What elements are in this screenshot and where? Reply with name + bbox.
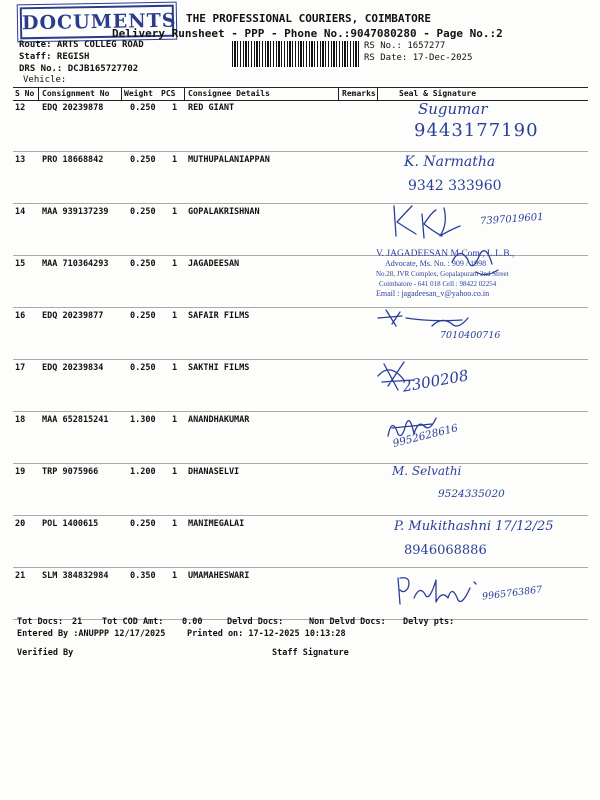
- signature-row-14: [388, 200, 468, 242]
- cell-weight: 0.250: [130, 311, 156, 321]
- cell-weight: 0.250: [130, 155, 156, 165]
- cell-consignment: TRP 9075966: [42, 467, 99, 477]
- cell-consignee: SAFAIR FILMS: [188, 311, 250, 321]
- cell-consignee: MUTHUPALANIAPPAN: [188, 155, 270, 165]
- phone-row-18: 9952628616: [391, 422, 460, 450]
- cell-consignee: UMAMAHESWARI: [188, 571, 250, 581]
- phone-row-19: 9524335020: [438, 488, 505, 500]
- delvy-pts-label: Delvy pts:: [403, 617, 455, 627]
- cell-consignment: EDQ 20239877: [42, 311, 104, 321]
- table-row: [13, 359, 588, 412]
- cell-pcs: 1: [172, 155, 178, 165]
- signature-row-21: [392, 570, 502, 610]
- route-label: Route: ARTS COLLEG ROAD: [19, 40, 144, 50]
- cell-weight: 0.250: [130, 519, 156, 529]
- tot-docs-label: Tot Docs:: [17, 617, 64, 627]
- seal-line: Coimbatore - 641 018 Cell : 98422 02254: [379, 280, 497, 288]
- cell-pcs: 1: [172, 259, 178, 269]
- cell-sno: 14: [15, 207, 26, 217]
- documents-stamp: DOCUMENTS: [20, 5, 175, 40]
- cell-consignee: SAKTHI FILMS: [188, 363, 250, 373]
- phone-row-17: 2300208: [400, 366, 470, 396]
- cell-sno: 12: [15, 103, 26, 113]
- cell-sno: 16: [15, 311, 26, 321]
- company-title: THE PROFESSIONAL COURIERS, COIMBATORE: [186, 12, 432, 25]
- col-consignment: Consignment No: [42, 89, 110, 98]
- cell-weight: 1.200: [130, 467, 156, 477]
- cell-pcs: 1: [172, 311, 178, 321]
- cell-consignment: EDQ 20239878: [42, 103, 104, 113]
- cell-weight: 0.250: [130, 363, 156, 373]
- cell-consignee: MANIMEGALAI: [188, 519, 245, 529]
- barcode: [232, 41, 360, 67]
- cell-weight: 1.300: [130, 415, 156, 425]
- entered-by: Entered By :ANUPPP 12/17/2025: [17, 629, 166, 639]
- cell-sno: 15: [15, 259, 26, 269]
- staff-signature-label: Staff Signature: [272, 648, 349, 658]
- cell-weight: 0.250: [130, 103, 156, 113]
- cell-pcs: 1: [172, 519, 178, 529]
- verified-by-label: Verified By: [17, 648, 74, 658]
- cell-consignment: PRO 18668842: [42, 155, 104, 165]
- table-row: [13, 307, 588, 360]
- cell-sno: 21: [15, 571, 26, 581]
- non-delvd-docs-label: Non Delvd Docs:: [309, 617, 386, 627]
- vehicle-label: Vehicle:: [23, 75, 67, 85]
- phone-row-12: 9443177190: [414, 120, 539, 141]
- table-row: [13, 411, 588, 464]
- cell-weight: 0.250: [130, 207, 156, 217]
- phone-row-13: 9342 333960: [408, 178, 502, 194]
- cell-sno: 19: [15, 467, 26, 477]
- rs-number: RS No.: 1657277: [364, 41, 446, 51]
- table-row: [13, 151, 588, 204]
- cell-consignment: EDQ 20239834: [42, 363, 104, 373]
- seal-line: V. JAGADEESAN M.Com., L.L.B.,: [376, 249, 515, 259]
- delvd-docs-label: Delvd Docs:: [227, 617, 284, 627]
- col-seal-signature: Seal & Signature: [399, 89, 477, 98]
- cell-pcs: 1: [172, 103, 178, 113]
- cell-sno: 18: [15, 415, 26, 425]
- cell-consignment: MAA 652815241: [42, 415, 109, 425]
- seal-line: Email : jagadeesan_v@yahoo.co.in: [376, 289, 490, 298]
- cell-pcs: 1: [172, 571, 178, 581]
- col-pcs: PCS: [161, 89, 176, 98]
- cell-pcs: 1: [172, 363, 178, 373]
- printed-on: Printed on: 17-12-2025 10:13:28: [187, 629, 346, 639]
- cell-consignment: MAA 939137239: [42, 207, 109, 217]
- phone-row-16: 7010400716: [440, 330, 501, 341]
- signature-row-13: K. Narmatha: [404, 154, 496, 170]
- phone-row-20: 8946068886: [404, 543, 487, 558]
- cell-consignee: JAGADEESAN: [188, 259, 240, 269]
- cell-weight: 0.250: [130, 259, 156, 269]
- cell-consignee: GOPALAKRISHNAN: [188, 207, 260, 217]
- cell-pcs: 1: [172, 207, 178, 217]
- cell-consignment: POL 1400615: [42, 519, 99, 529]
- phone-row-14: 7397019601: [479, 211, 544, 228]
- cell-weight: 0.350: [130, 571, 156, 581]
- cell-consignment: SLM 384832984: [42, 571, 109, 581]
- col-weight: Weight: [124, 89, 153, 98]
- seal-line: No.28, JVR Complex, Gopalapuram 2nd Street: [376, 270, 509, 278]
- cell-consignee: DHANASELVI: [188, 467, 240, 477]
- seal-line: Advocate, Ms. No. : 909 / 1998: [385, 259, 487, 268]
- signature-row-20: P. Mukithashni 17/12/25: [394, 519, 554, 534]
- runsheet-subtitle: Delivery Runsheet - PPP - Phone No.:9047080280 - Page No.:2: [112, 27, 503, 40]
- signature-row-19: M. Selvathi: [392, 464, 462, 478]
- tot-docs-value: 21: [72, 617, 83, 627]
- signature-row-12: Sugumar: [418, 100, 488, 118]
- col-sno: S No: [15, 89, 35, 98]
- cell-sno: 20: [15, 519, 26, 529]
- signature-row-15: [446, 242, 506, 282]
- cell-consignee: ANANDHAKUMAR: [188, 415, 250, 425]
- cell-consignee: RED GIANT: [188, 103, 235, 113]
- cell-sno: 13: [15, 155, 26, 165]
- drs-number: DRS No.: DCJB165727702: [19, 64, 139, 74]
- rs-date: RS Date: 17-Dec-2025: [364, 53, 473, 63]
- phone-row-21: 9965763867: [481, 584, 543, 603]
- col-consignee: Consignee Details: [188, 89, 270, 98]
- tot-cod-label: Tot COD Amt:: [102, 617, 164, 627]
- cell-sno: 17: [15, 363, 26, 373]
- col-remarks: Remarks: [342, 89, 376, 98]
- cell-pcs: 1: [172, 415, 178, 425]
- staff-label: Staff: REGISH: [19, 52, 90, 62]
- tot-cod-value: 0.00: [182, 617, 203, 627]
- cell-consignment: MAA 710364293: [42, 259, 109, 269]
- cell-pcs: 1: [172, 467, 178, 477]
